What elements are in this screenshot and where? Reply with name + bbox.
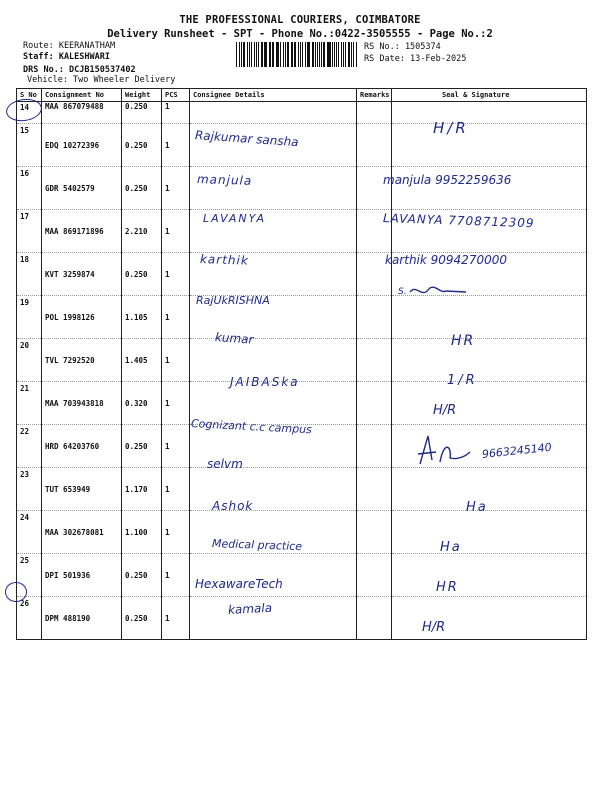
consignee-cell [190, 102, 357, 124]
barcode-bar [348, 42, 350, 67]
signature-scribble [414, 430, 474, 470]
sno-cell: 21 [17, 382, 42, 425]
handwritten-consignee: kumar [214, 330, 254, 347]
weight-cell: 0.250 [122, 425, 162, 468]
remarks-cell [357, 296, 392, 339]
barcode-bar [265, 42, 266, 67]
table-row [17, 468, 587, 511]
barcode-bar [298, 42, 299, 67]
barcode-bar [351, 42, 352, 67]
handwritten-signature: HR [436, 580, 459, 595]
barcode-bar [283, 42, 284, 67]
weight-cell: 1.405 [122, 339, 162, 382]
sno-cell: 23 [17, 468, 42, 511]
pcs-cell: 1 [162, 425, 190, 468]
table-header-row [17, 89, 587, 102]
pcs-cell: 1 [162, 124, 190, 167]
barcode-bar [261, 42, 263, 67]
barcode-bar [315, 42, 316, 67]
col-sno: S No [17, 89, 42, 102]
barcode-bar [243, 42, 245, 67]
company-title: THE PROFESSIONAL COURIERS, COIMBATORE [179, 14, 421, 26]
barcode-bar [292, 42, 293, 67]
barcode-bar [312, 42, 314, 67]
barcode-bar [291, 42, 292, 67]
handwritten-signature: Ha [466, 500, 488, 515]
barcode-bar [272, 42, 273, 67]
barcode-bar [269, 42, 270, 67]
runsheet-subtitle: Delivery Runsheet - SPT - Phone No.:0422-3505555 - Page No.:2 [107, 28, 493, 40]
handwritten-consignee: LAVANYA [203, 212, 267, 225]
handwritten-signature: H/R [422, 620, 446, 635]
signature-cell [392, 511, 587, 554]
runsheet-table [16, 88, 587, 640]
barcode-bar [321, 42, 322, 67]
barcode-bar [343, 42, 344, 67]
sno-cell: 17 [17, 210, 42, 253]
signature-cell [392, 102, 587, 124]
sno-cell: 15 [17, 124, 42, 167]
pcs-cell: 1 [162, 253, 190, 296]
barcode-bar [319, 42, 320, 67]
col-consignee: Consignee Details [190, 89, 357, 102]
handwritten-consignee: HexawareTech [195, 577, 283, 591]
consignment-cell: POL 1998126 [42, 296, 122, 339]
barcode-bar [356, 42, 357, 67]
barcode-bar [305, 42, 306, 67]
svg-text:S.: S. [398, 287, 407, 297]
remarks-cell [357, 382, 392, 425]
consignee-cell [190, 597, 357, 640]
handwritten-signature: HR [451, 333, 476, 349]
barcode-bar [336, 42, 337, 67]
col-pcs: PCS [162, 89, 190, 102]
pcs-cell: 1 [162, 382, 190, 425]
handwritten-signature: manjula 9952259636 [383, 173, 512, 187]
barcode-bar [287, 42, 288, 67]
barcode-bar [270, 42, 271, 67]
consignment-cell: TVL 7292520 [42, 339, 122, 382]
consignment-cell: GDR 5402579 [42, 167, 122, 210]
sno-cell: 19 [17, 296, 42, 339]
remarks-cell [357, 124, 392, 167]
handwritten-consignee: Ashok [212, 499, 254, 513]
signature-cell [392, 597, 587, 640]
handwritten-signature: 1/R [447, 373, 478, 388]
signature-cell [392, 382, 587, 425]
signature-cell [392, 554, 587, 597]
pcs-cell: 1 [162, 167, 190, 210]
weight-cell: 0.320 [122, 382, 162, 425]
barcode-bar [341, 42, 342, 67]
table-row [17, 124, 587, 167]
handwritten-consignee: kamala [227, 600, 273, 617]
weight-cell: 1.170 [122, 468, 162, 511]
signature-cell [392, 124, 587, 167]
barcode-bar [285, 42, 286, 67]
barcode-bar [239, 42, 240, 67]
rs-number: RS No.: 1505374 [364, 42, 441, 52]
barcode-bar [249, 42, 250, 67]
remarks-cell [357, 554, 392, 597]
consignment-cell: EDQ 10272396 [42, 124, 122, 167]
remarks-cell [357, 339, 392, 382]
barcode [236, 42, 358, 67]
pcs-cell: 1 [162, 511, 190, 554]
handwritten-consignee: Rajkumar sansha [194, 128, 300, 150]
remarks-cell [357, 597, 392, 640]
sno-cell: 24 [17, 511, 42, 554]
barcode-bar [327, 42, 328, 67]
signature-scribble [396, 282, 476, 304]
staff-label: Staff: KALESHWARI [23, 52, 110, 62]
consignment-cell: DPM 488190 [42, 597, 122, 640]
handwritten-consignee: JAIBASka [230, 375, 300, 389]
pcs-cell: 1 [162, 210, 190, 253]
table-row [17, 339, 587, 382]
barcode-bar [317, 42, 318, 67]
barcode-bar [328, 42, 330, 67]
handwritten-consignee: selvm [207, 457, 243, 471]
barcode-bar [302, 42, 303, 67]
remarks-cell [357, 102, 392, 124]
handwritten-consignee: manjula [196, 172, 253, 188]
rs-date: RS Date: 13-Feb-2025 [364, 54, 467, 64]
barcode-bar [308, 42, 309, 67]
weight-cell: 0.250 [122, 597, 162, 640]
sno-cell: 26 [17, 597, 42, 640]
pcs-cell: 1 [162, 339, 190, 382]
barcode-bar [241, 42, 242, 67]
sno-cell: 25 [17, 554, 42, 597]
barcode-bar [332, 42, 333, 67]
pcs-cell: 1 [162, 296, 190, 339]
consignment-cell: TUT 653949 [42, 468, 122, 511]
handwritten-consignee: karthik [199, 252, 250, 268]
barcode-bar [323, 42, 324, 67]
col-signature: Seal & Signature [392, 89, 587, 102]
handwritten-signature: LAVANYA 7708712309 [382, 211, 535, 231]
pcs-cell: 1 [162, 554, 190, 597]
consignment-cell: KVT 3259874 [42, 253, 122, 296]
sno-cell: 16 [17, 167, 42, 210]
barcode-bar [334, 42, 335, 67]
weight-cell: 2.210 [122, 210, 162, 253]
sno-cell: 18 [17, 253, 42, 296]
barcode-bar [276, 42, 277, 67]
vehicle-label: Vehicle: Two Wheeler Delivery [27, 75, 176, 85]
barcode-bar [353, 42, 354, 67]
pcs-cell: 1 [162, 597, 190, 640]
sno-cell: 22 [17, 425, 42, 468]
consignment-cell: MAA 703943818 [42, 382, 122, 425]
consignment-cell: HRD 64203760 [42, 425, 122, 468]
remarks-cell [357, 468, 392, 511]
handwritten-consignee: Medical practice [211, 537, 303, 554]
barcode-bar [307, 42, 308, 67]
drs-label: DRS No.: DCJB150537402 [23, 65, 136, 75]
handwritten-consignee: Cognizant c.c campus [190, 417, 313, 437]
barcode-bar [236, 42, 237, 67]
col-consignment: Consignment No [42, 89, 122, 102]
signature-cell [392, 339, 587, 382]
pcs-cell: 1 [162, 102, 190, 124]
remarks-cell [357, 511, 392, 554]
table-row [17, 382, 587, 425]
table-row [17, 597, 587, 640]
barcode-bar [294, 42, 296, 67]
handwritten-signature: Ha [440, 540, 462, 555]
weight-cell: 0.250 [122, 124, 162, 167]
table-row [17, 554, 587, 597]
table-row [17, 296, 587, 339]
barcode-bar [247, 42, 248, 67]
col-remarks: Remarks [357, 89, 392, 102]
weight-cell: 1.105 [122, 296, 162, 339]
ink-circle-mark [5, 582, 27, 602]
table-row [17, 102, 587, 124]
col-weight: Weight [122, 89, 162, 102]
barcode-bar [300, 42, 301, 67]
signature-cell [392, 468, 587, 511]
handwritten-signature: H/R [433, 403, 457, 418]
handwritten-consignee: RajUkRISHNA [196, 294, 270, 307]
barcode-bar [264, 42, 265, 67]
barcode-bar [345, 42, 346, 67]
consignment-cell: MAA 869171896 [42, 210, 122, 253]
sno-cell: 14 [17, 102, 42, 124]
weight-cell: 0.250 [122, 102, 162, 124]
barcode-bar [277, 42, 279, 67]
handwritten-signature: karthik 9094270000 [385, 253, 507, 267]
barcode-bar [280, 42, 281, 67]
barcode-bar [254, 42, 255, 67]
weight-cell: 0.250 [122, 253, 162, 296]
weight-cell: 1.100 [122, 511, 162, 554]
route-label: Route: KEERANATHAM [23, 41, 116, 51]
weight-cell: 0.250 [122, 554, 162, 597]
remarks-cell [357, 425, 392, 468]
pcs-cell: 1 [162, 468, 190, 511]
barcode-bar [256, 42, 257, 67]
handwritten-signature: H/R [433, 119, 469, 137]
barcode-bar [258, 42, 259, 67]
weight-cell: 0.250 [122, 167, 162, 210]
consignment-cell: MAA 867079488 [42, 102, 122, 124]
handwritten-signature: 9663245140 [481, 440, 553, 461]
consignment-cell: DPI 501936 [42, 554, 122, 597]
sno-cell: 20 [17, 339, 42, 382]
consignment-cell: MAA 302678081 [42, 511, 122, 554]
barcode-bar [338, 42, 339, 67]
barcode-bar [251, 42, 252, 67]
